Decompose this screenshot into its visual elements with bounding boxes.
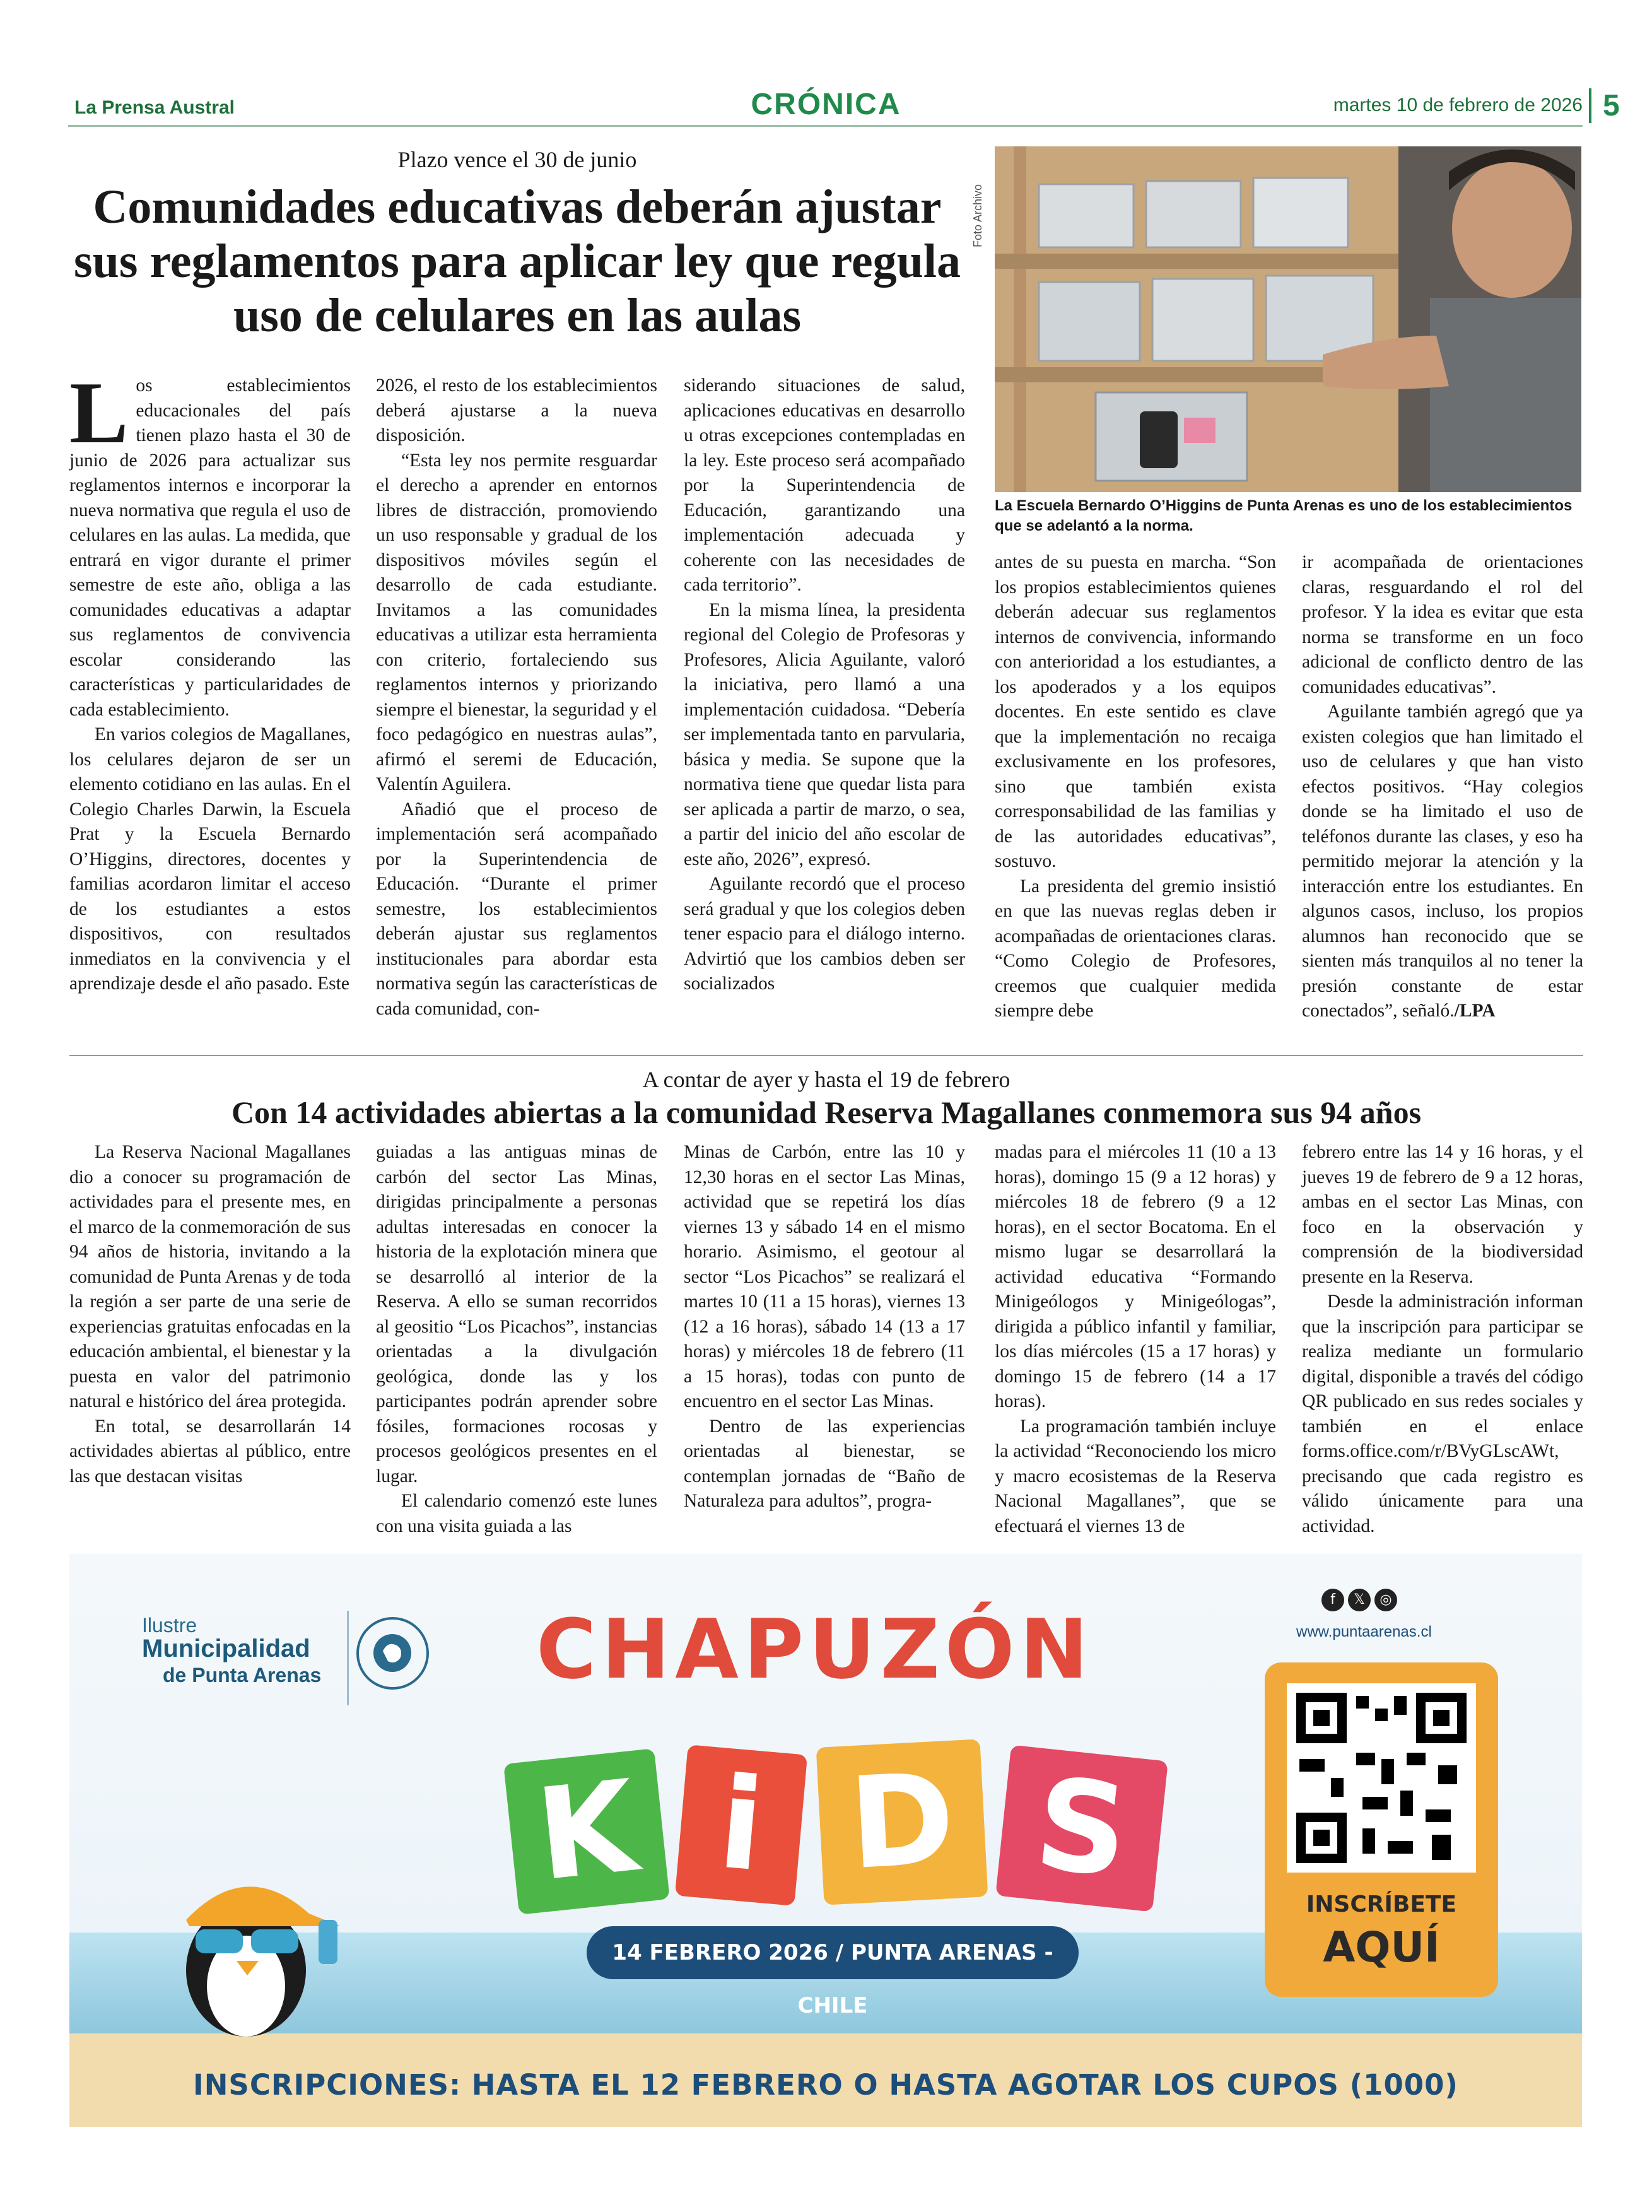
- x-icon[interactable]: 𝕏: [1348, 1589, 1371, 1611]
- registration-deadline: INSCRIPCIONES: HASTA EL 12 FEBRERO O HASTA AGOTAR LOS CUPOS (1000): [193, 2068, 1458, 2102]
- article1-signature: /LPA: [1454, 1001, 1496, 1021]
- article1-paragraph: En la misma línea, la presidenta regional del Colegio de Profesoras y Profesores, Alicia Aguilante, valoró la iniciativa, pero llamó a una implementación cuidadosa. “Debería ser implementada tanto en parvularia, básica y media. Se supone que la normativa tiene que quedar lista para ser aplicada a partir de marzo, o sea, a partir del inicio del año escolar de este año, 2026”, expresó.: [684, 599, 965, 869]
- article1-paragraph: En varios colegios de Magallanes, los celulares dejaron de ser un elemento cotidiano en las aulas. En el Colegio Charles Darwin, la Escuela Prat y la Escuela Bernardo O’Higgins, directores, docentes y familias acordaron limitar el acceso de los estudiantes a estos dispositivos, con resultados inmediatos en la convivencia y el aprendizaje desde el año pasado. Este: [69, 724, 351, 994]
- kids-letter: S: [1029, 1750, 1135, 1906]
- article2-paragraph: Desde la administración informan que la inscripción para participar se realiza mediante un formulario digital, disponible a través del código QR publicado en sus redes sociales y también en el enlace forms.office.com/r/BVyGLscAWt, precisando que cada registro es válido únicamente para una actividad.: [1302, 1291, 1583, 1536]
- signup-label-here: AQUÍ: [1323, 1923, 1440, 1972]
- signup-label: INSCRÍBETE: [1306, 1891, 1457, 1917]
- penguin-mascot-illustration: [151, 1850, 366, 2040]
- article1-paragraph: Aguilante también agregó que ya existen colegios que han limitado el uso de celulares y que han visto efectos positivos. “Hay colegios donde se ha limitado el uso de teléfonos durante las clases, y eso ha permitido mejorar la atención y la interacción entre los estudiantes. En algunos casos, incluso, los propios alumnos han reconocido que se sienten más tranquilos al no tener la presión constante de estar conectados”, señaló.: [1302, 702, 1583, 1021]
- shelf-phone-boxes-illustration: [995, 146, 1581, 492]
- kids-letter: D: [845, 1745, 958, 1898]
- article2-column-2: [376, 1140, 657, 1539]
- classroom-photo: [995, 146, 1581, 492]
- article1-column-1: [69, 364, 351, 997]
- article2-column-3: [684, 1140, 965, 1514]
- photo-credit: Foto Archivo: [971, 184, 984, 247]
- article1-column-2: [376, 374, 657, 1021]
- article1-paragraph: “Esta ley nos permite resguardar el derecho a aprender en entornos libres de distracción, promoviendo un uso responsable y gradual de los dispositivos móviles según el desarrollo de cada estudiante. Invitamos a las comunidades educativas a utilizar esta herramienta con criterio, fortaleciendo sus reglamentos internos y priorizando siempre el bienestar, la seguridad y el foco pedagógico en nuestras aulas”, afirmó el seremi de Educación, Valentín Aguilera.: [376, 450, 657, 794]
- article2-paragraph: madas para el miércoles 11 (10 a 13 horas), domingo 15 (9 a 12 horas) y miércoles 18 de febrero (9 a 12 horas), en el sector Bocatoma. En el mismo lugar se desarrollará la actividad educativa “Formando Minigeólogos y Minigeólogas”, dirigida a público infantil y familiar, los días miércoles (15 a 17 horas) y domingo 15 de febrero (14 a 17 horas).: [995, 1142, 1276, 1411]
- kids-letter-tile: [816, 1739, 988, 1905]
- header-rule: [68, 125, 1583, 127]
- article2-column-4: [995, 1140, 1276, 1539]
- qr-code-icon: [1287, 1683, 1476, 1873]
- city-seal-icon: [359, 1620, 426, 1687]
- article1-kicker: Plazo vence el 30 de junio: [397, 147, 637, 172]
- article1-headline: Comunidades educativas deberán ajustar sus reglamentos para aplicar ley que regula uso de celulares en las aulas: [74, 180, 961, 342]
- city-seal-logo: [356, 1617, 429, 1690]
- social-icons: [1321, 1589, 1401, 1611]
- municipality-line-1: Ilustre: [142, 1614, 197, 1637]
- article1-paragraph: siderando situaciones de salud, aplicaciones educativas en desarrollo u otras excepciones contempladas en la ley. Este proceso será acompañado por la Superintendencia de Educación, garantizando una implementación adecuada y coherente con las necesidades de cada territorio”.: [684, 375, 965, 595]
- municipality-line-3: de Punta Arenas: [163, 1664, 322, 1686]
- article2-kicker: A contar de ayer y hasta el 19 de febrero: [642, 1067, 1011, 1092]
- article2-paragraph: La Reserva Nacional Magallanes dio a conocer su programación de actividades para el presente mes, en el marco de la conmemoración de sus 94 años de historia, invitando a la comunidad de Punta Arenas y de toda la región a ser parte de una serie de experiencias gratuitas enfocadas en la educación ambiental, el bienestar y la puesta en valor del patrimonio natural e histórico del área protegida.: [69, 1142, 351, 1411]
- article2-paragraph: La programación también incluye la actividad “Reconociendo los micro y macro ecosistemas de la Reserva Nacional Magallanes”, que se efectuará el viernes 13 de: [995, 1416, 1276, 1536]
- article1-paragraph: os establecimientos educacionales del país tienen plazo hasta el 30 de junio de 2026 para actualizar sus reglamentos internos e incorporar la nueva normativa que regula el uso de celulares en las aulas. La medida, que entrará en vigor durante el primer semestre de este año, obliga a las comunidades educativas a adaptar sus reglamentos de convivencia escolar considerando las características y particularidades de cada establecimiento.: [69, 375, 351, 720]
- kids-letter-tile: [995, 1745, 1168, 1912]
- page-number: 5: [1589, 88, 1652, 123]
- facebook-icon[interactable]: f: [1321, 1589, 1344, 1611]
- article2-headline: Con 14 actividades abiertas a la comunidad Reserva Magallanes conmemora sus 94 años: [231, 1095, 1422, 1130]
- article1-paragraph: ir acompañada de orientaciones claras, resguardando el rol del profesor. Y la idea es evitar que esta norma se transforme en un foco adicional de conflicto dentro de las comunidades educativas”.: [1302, 552, 1583, 697]
- article2-column-5: [1302, 1140, 1583, 1539]
- chapuzon-kids-advertisement[interactable]: [69, 1554, 1582, 2127]
- logo-separator: [347, 1611, 349, 1705]
- article2-paragraph: febrero entre las 14 y 16 horas, y el jueves 19 de febrero de 9 a 12 horas, ambas en el sector Las Minas, con foco en la observación y comprensión de la biodiversidad presente en la Reserva.: [1302, 1142, 1583, 1287]
- kids-letter-tile: [503, 1748, 670, 1915]
- kids-letter: K: [530, 1753, 643, 1910]
- article1-paragraph: antes de su puesta en marcha. “Son los propios establecimientos quienes deberán adecuar sus reglamentos internos de convivencia, informando con anterioridad a los estudiantes, a los apoderados y a los equipos docentes. En este sentido es clave que la implementación no recaiga exclusivamente en los profesores, sino que también exista corresponsabilidad de las familias y de las autoridades educativas”, sostuvo.: [995, 552, 1276, 871]
- website-link[interactable]: www.puntaarenas.cl: [1296, 1623, 1432, 1640]
- kids-title: [511, 1743, 1205, 1910]
- article2-paragraph: Minas de Carbón, entre las 10 y 12,30 horas en el sector Las Minas, actividad que se repetirá los días viernes 13 y sábado 14 en el mismo horario. Asimismo, el geotour al sector “Los Picachos” se realizará el martes 10 (11 a 15 horas), viernes 13 (12 a 16 horas), sábado 14 (13 a 17 horas) y miércoles 18 de febrero (11 a 15 horas), todas con punto de encuentro en el sector Las Minas.: [684, 1142, 965, 1411]
- article-separator: [69, 1055, 1583, 1056]
- signup-qr-code[interactable]: [1287, 1683, 1476, 1873]
- issue-date: martes 10 de febrero de 2026: [1333, 95, 1583, 115]
- kids-letter-tile: [675, 1744, 807, 1906]
- photo-caption: La Escuela Bernardo O’Higgins de Punta Arenas es uno de los establecimientos que se adelantó a la norma.: [995, 497, 1573, 534]
- section-title: CRÓNICA: [751, 88, 901, 121]
- article1-paragraph: 2026, el resto de los establecimientos deberá ajustarse a la nueva disposición.: [376, 375, 657, 445]
- event-date-banner: 14 FEBRERO 2026 / PUNTA ARENAS - CHILE: [587, 1926, 1079, 1979]
- article1-paragraph: Aguilante recordó que el proceso será gradual y que los colegios deben tener espacio para el diálogo interno. Advirtió que los cambios deben ser socializados: [684, 874, 965, 994]
- chapuzon-title: CHAPUZÓN: [536, 1601, 1094, 1697]
- article2-paragraph: El calendario comenzó este lunes con una visita guiada a las: [376, 1491, 657, 1536]
- article1-column-4: [995, 550, 1276, 1024]
- publication-name: La Prensa Austral: [74, 97, 235, 118]
- article1-column-3: [684, 374, 965, 997]
- article2-paragraph: guiadas a las antiguas minas de carbón del sector Las Minas, dirigidas principalmente a personas adultas interesadas en conocer la historia de la explotación minera que se desarrolló al interior de la Reserva. A ello se suman recorridos al geositio “Los Picachos”, instancias orientadas a la divulgación geológica, donde las y los participantes podrán aprender sobre fósiles, formaciones rocosas y procesos geológicos presentes en el lugar.: [376, 1142, 657, 1486]
- instagram-icon[interactable]: ◎: [1374, 1589, 1397, 1611]
- article2-paragraph: En total, se desarrollarán 14 actividades abiertas al público, entre las que destacan visitas: [69, 1416, 351, 1486]
- article1-column-5: [1302, 550, 1583, 1024]
- article1-paragraph: La presidenta del gremio insistió en que las nuevas reglas deben ir acompañadas de orientaciones claras. “Como Colegio de Profesores, creemos que cualquier medida siempre debe: [995, 876, 1276, 1021]
- municipality-line-2: Municipalidad: [142, 1635, 310, 1662]
- article2-column-1: [69, 1140, 351, 1489]
- article1-dropcap: L: [69, 364, 129, 462]
- article1-paragraph: Añadió que el proceso de implementación será acompañado por la Superintendencia de Educación. “Durante el primer semestre, los establecimientos deberán ajustar sus reglamentos institucionales para abordar esta normativa según las características de cada comunidad, con-: [376, 799, 657, 1019]
- kids-letter: i: [713, 1750, 770, 1900]
- article2-paragraph: Dentro de las experiencias orientadas al bienestar, se contemplan jornadas de “Baño de Naturaleza para adultos”, progra-: [684, 1416, 965, 1511]
